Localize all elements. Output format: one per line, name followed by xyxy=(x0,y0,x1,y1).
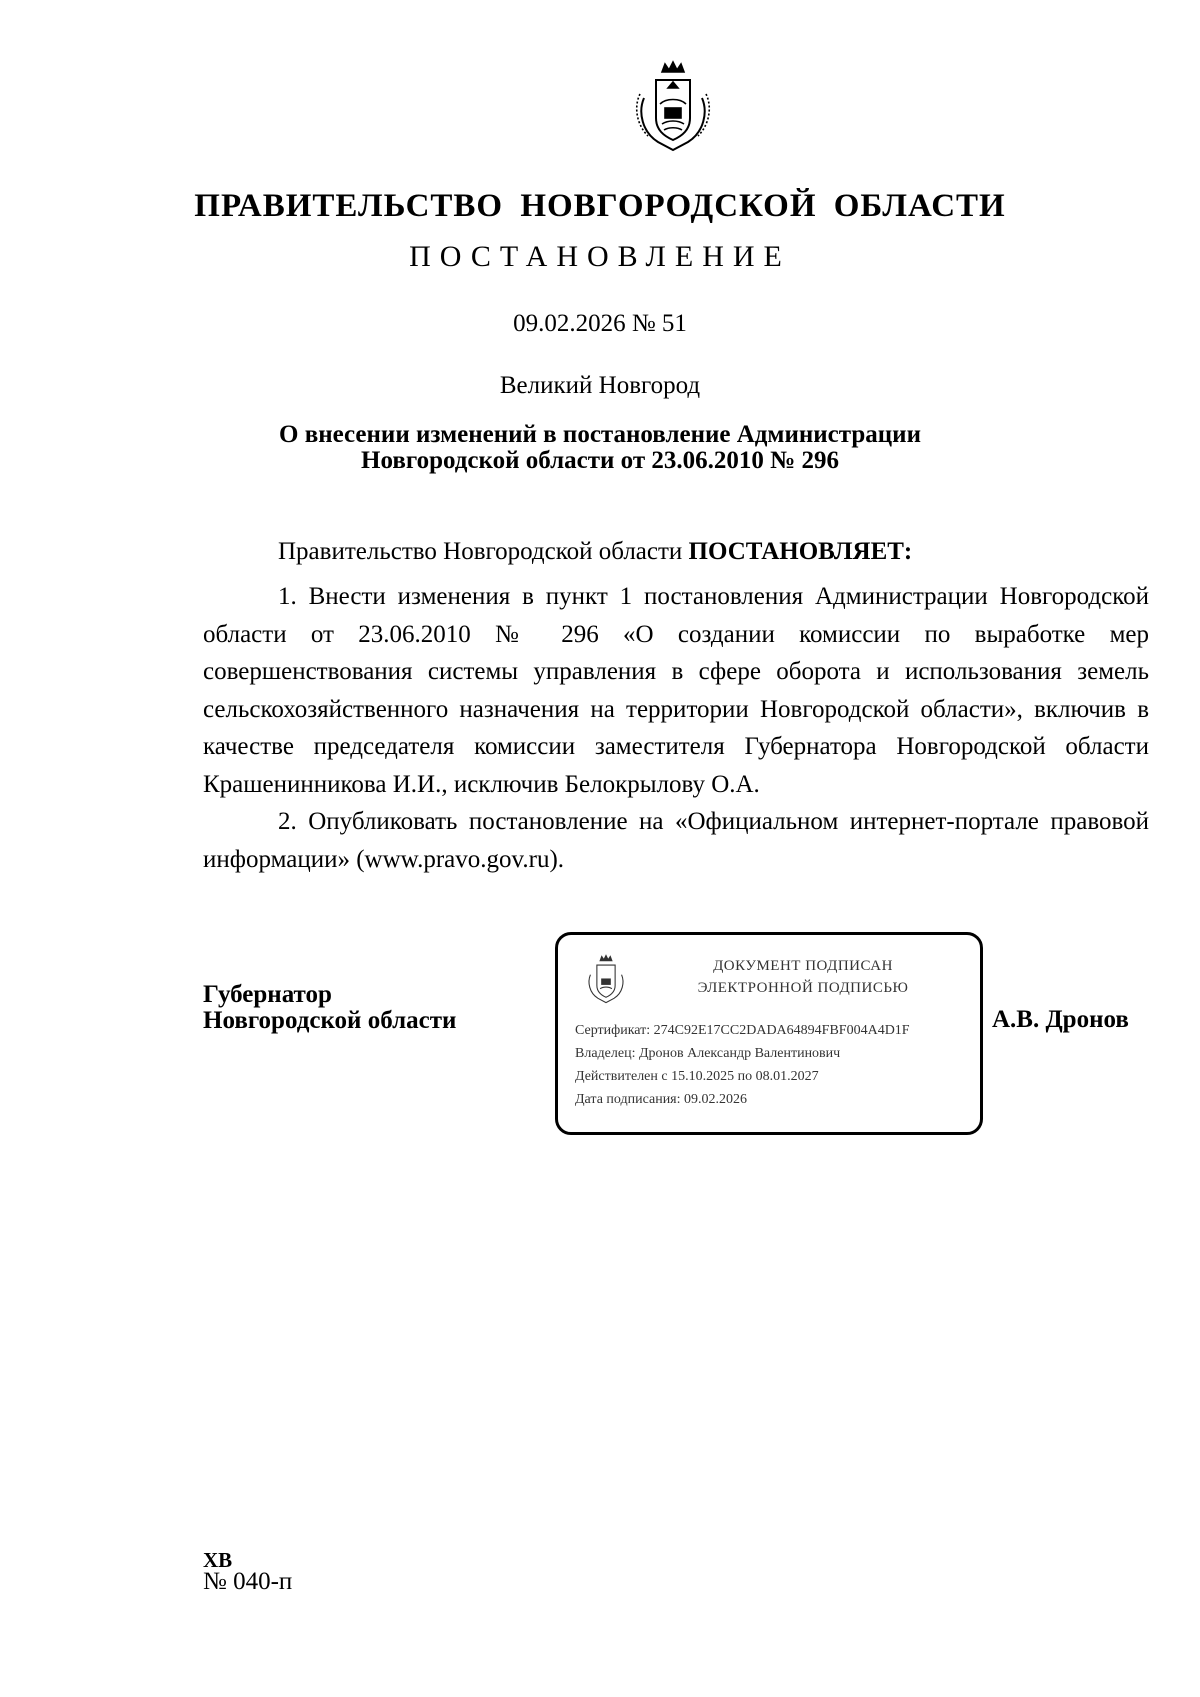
document-subject xyxy=(0,422,1200,474)
organization-title: ПРАВИТЕЛЬСТВО НОВГОРОДСКОЙ ОБЛАСТИ xyxy=(194,188,1006,224)
document-date-number: 09.02.2026 № 51 xyxy=(513,310,687,337)
signatory-title-line-1: Губернатор xyxy=(203,981,332,1008)
stamp-heading xyxy=(628,955,978,999)
document-type: ПОСТАНОВЛЕНИЕ xyxy=(409,240,791,273)
stamp-heading-line-1: ДОКУМЕНТ ПОДПИСАН xyxy=(713,958,893,974)
executor-initials: ХВ xyxy=(203,1548,233,1572)
coat-of-arms-icon xyxy=(632,58,714,154)
preamble-text: Правительство Новгородской области xyxy=(278,538,689,565)
stamp-coat-of-arms-icon xyxy=(584,953,628,1005)
preamble-decree-word: ПОСТАНОВЛЯЕТ: xyxy=(688,538,913,565)
registration-number: № 040-п xyxy=(203,1568,293,1595)
stamp-signing-date: Дата подписания: 09.02.2026 xyxy=(575,1092,748,1107)
stamp-certificate: Сертификат: 274C92E17CC2DADA64894FBF004A4D1F xyxy=(575,1023,910,1038)
clause-1: 1. Внести изменения в пункт 1 постановления Администрации Новгородской области от 23.06.2010 № 296 «О создании комиссии по выработке мер совершенствования системы управления в сфере оборота и использования земель сельскохозяйственного назначения на территории Новгородской области», включив в качестве председателя комиссии заместителя Губернатора Новгородской области Крашенинникова И.И., исключив Белокрылову О.А. xyxy=(203,583,1149,798)
signatory-name: А.В. Дронов xyxy=(992,1006,1129,1033)
stamp-owner: Владелец: Дронов Александр Валентинович xyxy=(575,1046,841,1061)
electronic-signature-stamp xyxy=(555,932,983,1135)
signatory-title xyxy=(203,982,456,1034)
clause-2: 2. Опубликовать постановление на «Официальном интернет-портале правовой информации» (www.pravo.gov.ru). xyxy=(203,808,1149,873)
signatory-title-line-2: Новгородской области xyxy=(203,1007,457,1034)
subject-line-2: Новгородской области от 23.06.2010 № 296 xyxy=(361,447,839,474)
document-city: Великий Новгород xyxy=(499,372,701,399)
subject-line-1: О внесении изменений в постановление Администрации xyxy=(279,421,921,448)
stamp-validity: Действителен с 15.10.2025 по 08.01.2027 xyxy=(575,1069,819,1084)
stamp-heading-line-2: ЭЛЕКТРОННОЙ ПОДПИСЬЮ xyxy=(697,980,909,996)
preamble xyxy=(278,538,912,566)
